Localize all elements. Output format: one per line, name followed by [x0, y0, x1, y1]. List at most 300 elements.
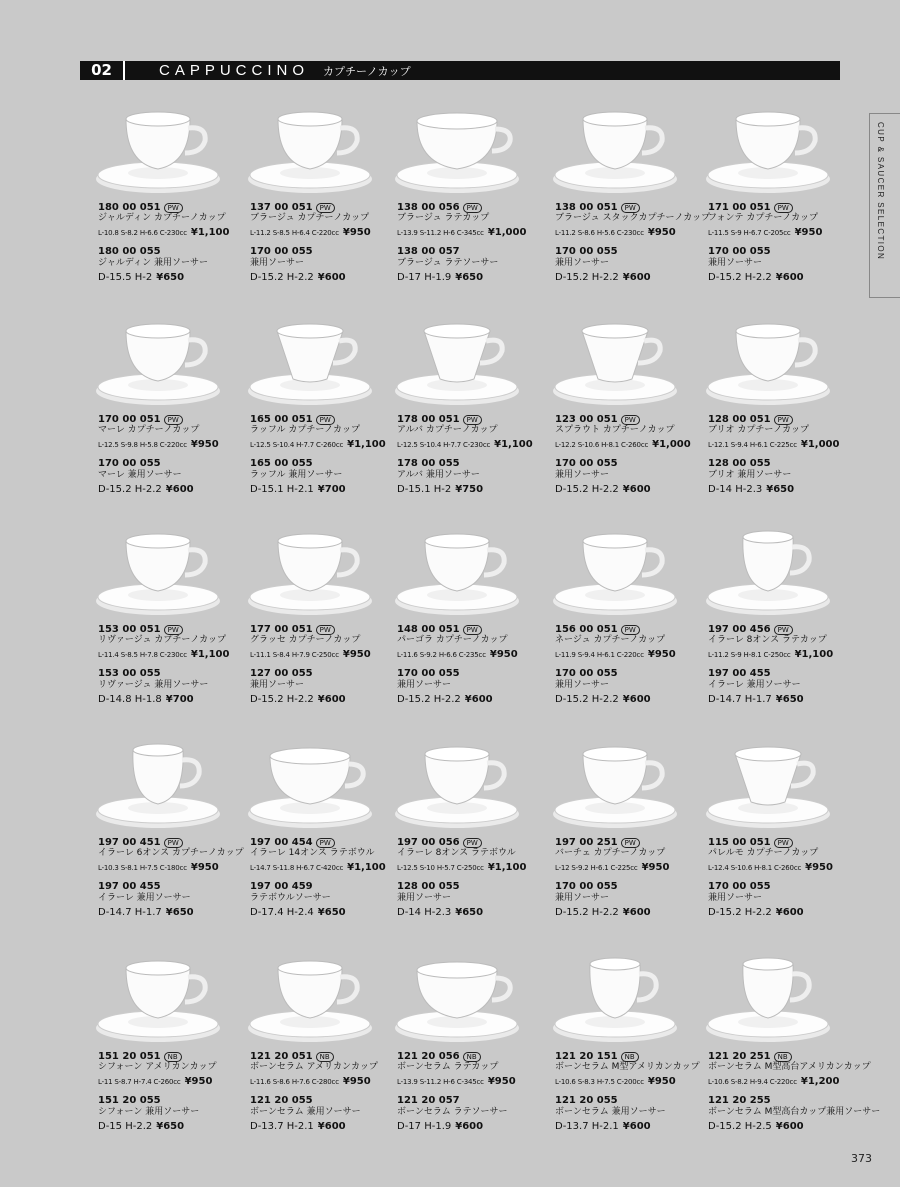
saucer-name: イラーレ 兼用ソーサー	[708, 680, 801, 690]
cup-code-text: 138 00 051	[555, 202, 618, 213]
material-badge: PW	[316, 203, 335, 213]
saucer-spec-line	[250, 691, 400, 705]
cup-photo	[382, 101, 532, 201]
cup-name: ブラージュ ラテカップ	[397, 213, 490, 223]
cup-code	[708, 202, 793, 213]
saucer-code: 170 00 055	[555, 881, 618, 892]
cup-photo	[540, 523, 690, 623]
cup-code-text: 153 00 051	[98, 624, 161, 635]
cup-name: シフォーン アメリカンカップ	[98, 1062, 217, 1072]
product-item[interactable]	[235, 736, 390, 936]
saucer-spec-line	[555, 691, 705, 705]
saucer-price: ¥700	[317, 484, 346, 495]
saucer-code: 165 00 055	[250, 458, 313, 469]
material-badge: PW	[164, 838, 183, 848]
cup-code	[397, 1051, 481, 1062]
cup-photo	[83, 523, 233, 623]
saucer-code: 170 00 055	[708, 246, 771, 257]
cup-price: ¥1,200	[800, 1076, 840, 1087]
cup-spec: L-11.2 S-9 H-8.1 C-250cc	[708, 651, 791, 659]
cup-name: イラーレ 8オンス ラテボウル	[397, 848, 516, 858]
saucer-code: 121 20 255	[708, 1095, 771, 1106]
cup-price: ¥950	[487, 1076, 516, 1087]
cup-price: ¥950	[342, 227, 371, 238]
saucer-spec-line	[555, 904, 705, 918]
cup-price: ¥950	[794, 227, 823, 238]
product-item[interactable]	[540, 101, 711, 301]
saucer-name: 兼用ソーサー	[555, 258, 610, 268]
saucer-spec: D-14 H-2.3	[708, 484, 763, 495]
product-info	[555, 834, 705, 918]
cup-code-line	[555, 621, 705, 635]
cup-code-line	[708, 1048, 858, 1062]
cup-code-line	[397, 1048, 547, 1062]
product-item[interactable]	[83, 313, 238, 513]
saucer-spec: D-15.5 H-2	[98, 272, 153, 283]
saucer-spec: D-17 H-1.9	[397, 1121, 452, 1132]
product-info	[397, 199, 547, 283]
cup-name: ブリオ カプチーノカップ	[708, 425, 810, 435]
product-info	[397, 411, 547, 495]
product-item[interactable]	[382, 313, 537, 513]
cup-code-line	[397, 834, 547, 848]
saucer-spec-line	[98, 1118, 248, 1132]
saucer-spec-line	[98, 481, 248, 495]
cup-code-line	[98, 199, 248, 213]
material-badge: PW	[463, 625, 482, 635]
cup-spec: L-12.1 S-9.4 H-6.1 C-225cc	[708, 441, 797, 449]
cup-code-text: 197 00 056	[397, 837, 460, 848]
cup-spec-line	[250, 859, 400, 874]
saucer-price: ¥600	[165, 484, 194, 495]
product-item[interactable]	[235, 101, 390, 301]
cup-photo	[540, 950, 690, 1050]
cup-spec: L-10.6 S-8.3 H-7.5 C-200cc	[555, 1078, 644, 1086]
saucer-spec: D-14.7 H-1.7	[708, 694, 772, 705]
saucer-name: ボーンセラム 兼用ソーサー	[555, 1107, 666, 1117]
saucer-name: シフォーン 兼用ソーサー	[98, 1107, 200, 1117]
cup-photo	[235, 950, 385, 1050]
cup-spec: L-13.9 S-11.2 H-6 C-345cc	[397, 1078, 484, 1086]
cup-price: ¥950	[342, 1076, 371, 1087]
saucer-name: ラッフル 兼用ソーサー	[250, 470, 343, 480]
cup-spec: L-10.8 S-8.2 H-6.6 C-230cc	[98, 229, 187, 237]
cup-photo	[382, 736, 532, 836]
cup-code	[250, 624, 335, 635]
cup-spec-line	[250, 646, 400, 661]
cup-code-text: 197 00 456	[708, 624, 771, 635]
saucer-name: ボーンセラム ラテソーサー	[397, 1107, 508, 1117]
cup-photo	[382, 523, 532, 623]
cup-code-line	[708, 411, 858, 425]
cup-code-line	[555, 199, 705, 213]
cup-spec: L-11.6 S-8.6 H-7.6 C-280cc	[250, 1078, 339, 1086]
cup-photo	[693, 736, 843, 836]
product-item[interactable]	[382, 736, 537, 936]
product-item[interactable]	[540, 736, 695, 936]
cup-spec-line	[708, 224, 858, 239]
product-info	[397, 1048, 547, 1132]
cup-spec-line	[555, 224, 705, 239]
saucer-name: イラーレ 兼用ソーサー	[98, 893, 191, 903]
saucer-code: 127 00 055	[250, 668, 313, 679]
saucer-spec-line	[250, 481, 400, 495]
saucer-spec: D-13.7 H-2.1	[555, 1121, 619, 1132]
side-tab-label: CUP & SAUCER SELECTION	[876, 122, 885, 261]
cup-price: ¥1,000	[652, 439, 691, 450]
cup-code	[708, 414, 793, 425]
cup-code	[250, 414, 335, 425]
saucer-spec-line	[397, 691, 547, 705]
saucer-spec: D-15.2 H-2.2	[250, 272, 314, 283]
product-item[interactable]	[83, 101, 238, 301]
material-badge: PW	[164, 415, 183, 425]
saucer-spec-line	[250, 1118, 400, 1132]
saucer-code: 121 20 055	[250, 1095, 313, 1106]
saucer-price: ¥600	[622, 694, 651, 705]
cup-code-line	[397, 621, 547, 635]
saucer-spec: D-15 H-2.2	[98, 1121, 153, 1132]
cup-price: ¥1,000	[487, 227, 527, 238]
material-badge: PW	[463, 838, 482, 848]
product-info	[397, 834, 547, 918]
cup-spec-line	[98, 436, 248, 451]
cup-code-line	[708, 621, 858, 635]
cup-spec: L-13.9 S-11.2 H-6 C-345cc	[397, 229, 484, 237]
cup-name: イラーレ 6オンス カプチーノカップ	[98, 848, 244, 858]
saucer-price: ¥600	[775, 907, 804, 918]
cup-code-text: 151 20 051	[98, 1051, 161, 1062]
saucer-spec: D-14 H-2.3	[397, 907, 452, 918]
material-badge: PW	[463, 415, 482, 425]
cup-spec-line	[397, 1073, 547, 1088]
cup-code-text: 121 20 251	[708, 1051, 771, 1062]
product-item[interactable]	[693, 523, 848, 723]
material-badge: PW	[316, 625, 335, 635]
product-item[interactable]	[235, 523, 390, 723]
product-item[interactable]	[693, 101, 848, 301]
material-badge: PW	[774, 203, 793, 213]
product-info	[708, 411, 858, 495]
cup-price: ¥950	[184, 1076, 213, 1087]
cup-code	[250, 837, 335, 848]
cup-code-text: 138 00 056	[397, 202, 460, 213]
cup-code	[98, 414, 183, 425]
saucer-name: 兼用ソーサー	[250, 258, 305, 268]
cup-code	[555, 414, 640, 425]
cup-photo	[382, 313, 532, 413]
cup-name: ブラージュ カプチーノカップ	[250, 213, 370, 223]
cup-spec: L-10.3 S-8.1 H-7.5 C-180cc	[98, 864, 187, 872]
cup-code-line	[250, 1048, 400, 1062]
saucer-spec: D-15.1 H-2.1	[250, 484, 314, 495]
cup-code-line	[708, 199, 858, 213]
material-badge: NB	[316, 1052, 334, 1062]
cup-code-line	[98, 834, 248, 848]
cup-spec: L-12.5 S-10.4 H-7.7 C-260cc	[250, 441, 344, 449]
cup-price: ¥950	[190, 439, 219, 450]
material-badge: NB	[463, 1052, 481, 1062]
product-item[interactable]	[235, 950, 390, 1150]
product-info	[98, 834, 248, 918]
product-item[interactable]	[540, 313, 695, 513]
saucer-price: ¥600	[775, 1121, 804, 1132]
saucer-name: ボーンセラム M型高台カップ兼用ソーサー	[708, 1107, 881, 1117]
saucer-name: 兼用ソーサー	[555, 680, 610, 690]
saucer-code: 121 20 057	[397, 1095, 460, 1106]
product-item[interactable]	[693, 950, 881, 1150]
cup-spec: L-11.2 S-8.5 H-6.4 C-220cc	[250, 229, 339, 237]
saucer-code: 170 00 055	[708, 881, 771, 892]
cup-name: グラッセ カプチーノカップ	[250, 635, 361, 645]
saucer-spec: D-15.2 H-2.5	[708, 1121, 772, 1132]
cup-name: イラーレ 8オンス ラテカップ	[708, 635, 827, 645]
cup-photo	[693, 950, 843, 1050]
material-badge: PW	[316, 838, 335, 848]
saucer-spec-line	[708, 481, 858, 495]
saucer-name: 兼用ソーサー	[555, 893, 610, 903]
saucer-spec-line	[98, 904, 248, 918]
saucer-name: リヴァージュ 兼用ソーサー	[98, 680, 209, 690]
cup-spec-line	[397, 859, 547, 874]
product-item[interactable]	[540, 950, 700, 1150]
saucer-code: 128 00 055	[397, 881, 460, 892]
saucer-spec: D-15.2 H-2.2	[708, 907, 772, 918]
section-title: CAPPUCCINO	[159, 62, 310, 79]
product-item[interactable]	[693, 313, 848, 513]
saucer-price: ¥600	[317, 694, 346, 705]
product-info	[250, 199, 400, 283]
product-item[interactable]	[382, 523, 537, 723]
saucer-spec-line	[98, 269, 248, 283]
cup-name: ボーンセラム M型高台アメリカンカップ	[708, 1062, 871, 1072]
cup-photo	[235, 736, 385, 836]
saucer-price: ¥600	[317, 1121, 346, 1132]
product-info	[555, 621, 705, 705]
cup-code-line	[98, 411, 248, 425]
cup-code-text: 170 00 051	[98, 414, 161, 425]
material-badge: NB	[774, 1052, 792, 1062]
product-info	[250, 1048, 400, 1132]
product-info	[250, 621, 400, 705]
product-item[interactable]	[83, 523, 238, 723]
saucer-code: 128 00 055	[708, 458, 771, 469]
saucer-name: ボーンセラム 兼用ソーサー	[250, 1107, 361, 1117]
cup-price: ¥1,100	[794, 649, 834, 660]
cup-photo	[83, 950, 233, 1050]
saucer-name: ブリオ 兼用ソーサー	[708, 470, 792, 480]
saucer-price: ¥600	[317, 272, 346, 283]
saucer-spec-line	[250, 269, 400, 283]
saucer-name: 兼用ソーサー	[555, 470, 610, 480]
cup-spec: L-12 S-9.2 H-6.1 C-225cc	[555, 864, 638, 872]
saucer-code: 151 20 055	[98, 1095, 161, 1106]
saucer-spec-line	[397, 904, 547, 918]
cup-name: リヴァージュ カプチーノカップ	[98, 635, 227, 645]
cup-spec-line	[708, 859, 858, 874]
cup-spec: L-11.5 S-9 H-6.7 C-205cc	[708, 229, 791, 237]
material-badge: PW	[621, 838, 640, 848]
saucer-spec-line	[708, 269, 858, 283]
cup-photo	[382, 950, 532, 1050]
cup-code-line	[397, 411, 547, 425]
material-badge: PW	[621, 415, 640, 425]
cup-name: ブラージュ スタックカプチーノカップ	[555, 213, 711, 223]
cup-name: ネージュ カプチーノカップ	[555, 635, 666, 645]
cup-price: ¥950	[647, 227, 676, 238]
cup-code	[98, 624, 183, 635]
saucer-spec: D-15.2 H-2.2	[555, 694, 619, 705]
page-number: 373	[851, 1152, 872, 1165]
cup-code-text: 197 00 251	[555, 837, 618, 848]
saucer-spec-line	[555, 481, 705, 495]
cup-code	[397, 837, 482, 848]
cup-code-text: 180 00 051	[98, 202, 161, 213]
cup-photo	[540, 313, 690, 413]
cup-spec-line	[555, 1073, 705, 1088]
cup-price: ¥950	[489, 649, 518, 660]
saucer-name: 兼用ソーサー	[397, 893, 452, 903]
cup-photo	[83, 313, 233, 413]
cup-spec: L-14.7 S-11.8 H-6.7 C-420cc	[250, 864, 344, 872]
product-info	[708, 621, 858, 705]
cup-spec-line	[250, 436, 400, 451]
material-badge: PW	[316, 415, 335, 425]
cup-code	[397, 202, 482, 213]
saucer-spec: D-17 H-1.9	[397, 272, 452, 283]
cup-code-text: 165 00 051	[250, 414, 313, 425]
cup-price: ¥1,100	[347, 862, 386, 873]
material-badge: PW	[164, 203, 183, 213]
cup-spec: L-12.5 S-10.4 H-7.7 C-230cc	[397, 441, 491, 449]
cup-photo	[83, 736, 233, 836]
product-info	[555, 1048, 705, 1132]
cup-spec-line	[555, 646, 705, 661]
product-info	[98, 199, 248, 283]
cup-photo	[693, 313, 843, 413]
cup-price: ¥950	[342, 649, 371, 660]
saucer-price: ¥650	[455, 907, 484, 918]
saucer-name: ラテボウルソーサー	[250, 893, 331, 903]
cup-spec-line	[708, 646, 858, 661]
saucer-code: 170 00 055	[555, 246, 618, 257]
cup-name: スプラウト カプチーノカップ	[555, 425, 675, 435]
saucer-name: 兼用ソーサー	[708, 893, 763, 903]
saucer-spec-line	[98, 691, 248, 705]
saucer-name: 兼用ソーサー	[397, 680, 452, 690]
cup-spec-line	[397, 436, 547, 451]
cup-spec-line	[555, 859, 705, 874]
cup-code	[708, 624, 793, 635]
saucer-spec: D-15.2 H-2.2	[250, 694, 314, 705]
cup-code-text: 171 00 051	[708, 202, 771, 213]
product-info	[98, 621, 248, 705]
cup-photo	[235, 313, 385, 413]
saucer-code: 197 00 455	[98, 881, 161, 892]
cup-code	[250, 202, 335, 213]
saucer-spec: D-14.7 H-1.7	[98, 907, 162, 918]
cup-price: ¥1,100	[487, 862, 527, 873]
cup-code-text: 137 00 051	[250, 202, 313, 213]
saucer-name: ジャルディン 兼用ソーサー	[98, 258, 208, 268]
saucer-code: 180 00 055	[98, 246, 161, 257]
cup-price: ¥1,100	[190, 227, 230, 238]
material-badge: NB	[621, 1052, 639, 1062]
cup-code-text: 128 00 051	[708, 414, 771, 425]
cup-spec: L-12.5 S-10 H-5.7 C-250cc	[397, 864, 484, 872]
saucer-code: 138 00 057	[397, 246, 460, 257]
cup-photo	[83, 101, 233, 201]
cup-price: ¥1,100	[347, 439, 386, 450]
cup-name: バーチェ カプチーノカップ	[555, 848, 666, 858]
cup-photo	[235, 101, 385, 201]
saucer-price: ¥750	[455, 484, 484, 495]
cup-code	[555, 624, 640, 635]
saucer-code: 178 00 055	[397, 458, 460, 469]
product-info	[98, 1048, 248, 1132]
saucer-price: ¥600	[775, 272, 804, 283]
saucer-spec: D-17.4 H-2.4	[250, 907, 314, 918]
cup-photo	[540, 736, 690, 836]
saucer-code: 170 00 055	[397, 668, 460, 679]
saucer-code: 170 00 055	[98, 458, 161, 469]
material-badge: PW	[164, 625, 183, 635]
cup-spec: L-11.1 S-8.4 H-7.9 C-250cc	[250, 651, 339, 659]
product-item[interactable]	[83, 736, 244, 936]
saucer-price: ¥600	[464, 694, 493, 705]
saucer-price: ¥650	[455, 272, 484, 283]
material-badge: PW	[774, 838, 793, 848]
product-item[interactable]	[693, 736, 848, 936]
cup-code-text: 177 00 051	[250, 624, 313, 635]
cup-code-text: 123 00 051	[555, 414, 618, 425]
cup-spec: L-11.6 S-9.2 H-6.6 C-235cc	[397, 651, 486, 659]
cup-code	[555, 1051, 639, 1062]
saucer-price: ¥650	[766, 484, 795, 495]
product-item[interactable]	[83, 950, 238, 1150]
cup-spec-line	[397, 646, 547, 661]
cup-spec: L-12.2 S-10.6 H-8.1 C-260cc	[555, 441, 649, 449]
saucer-price: ¥600	[622, 1121, 651, 1132]
saucer-spec: D-15.2 H-2.2	[708, 272, 772, 283]
cup-code-text: 121 20 151	[555, 1051, 618, 1062]
saucer-spec-line	[555, 269, 705, 283]
cup-photo	[540, 101, 690, 201]
product-info	[708, 199, 858, 283]
saucer-code: 121 20 055	[555, 1095, 618, 1106]
product-info	[555, 411, 705, 495]
cup-spec: L-12.4 S-10.6 H-8.1 C-260cc	[708, 864, 802, 872]
cup-code	[555, 837, 640, 848]
cup-spec-line	[250, 1073, 400, 1088]
cup-price: ¥950	[647, 649, 676, 660]
product-item[interactable]	[382, 101, 537, 301]
section-subtitle: カプチーノカップ	[323, 64, 411, 78]
product-item[interactable]	[382, 950, 537, 1150]
cup-code-text: 197 00 451	[98, 837, 161, 848]
cup-name: ボーンセラム アメリカンカップ	[250, 1062, 378, 1072]
saucer-price: ¥600	[622, 907, 651, 918]
product-item[interactable]	[540, 523, 695, 723]
saucer-price: ¥650	[156, 1121, 185, 1132]
cup-code-line	[555, 1048, 705, 1062]
product-item[interactable]	[235, 313, 390, 513]
saucer-price: ¥650	[317, 907, 346, 918]
cup-price: ¥1,100	[190, 649, 230, 660]
cup-spec: L-11.2 S-8.6 H-5.6 C-230cc	[555, 229, 644, 237]
cup-code	[555, 202, 640, 213]
saucer-name: ブラージュ ラテソーサー	[397, 258, 499, 268]
